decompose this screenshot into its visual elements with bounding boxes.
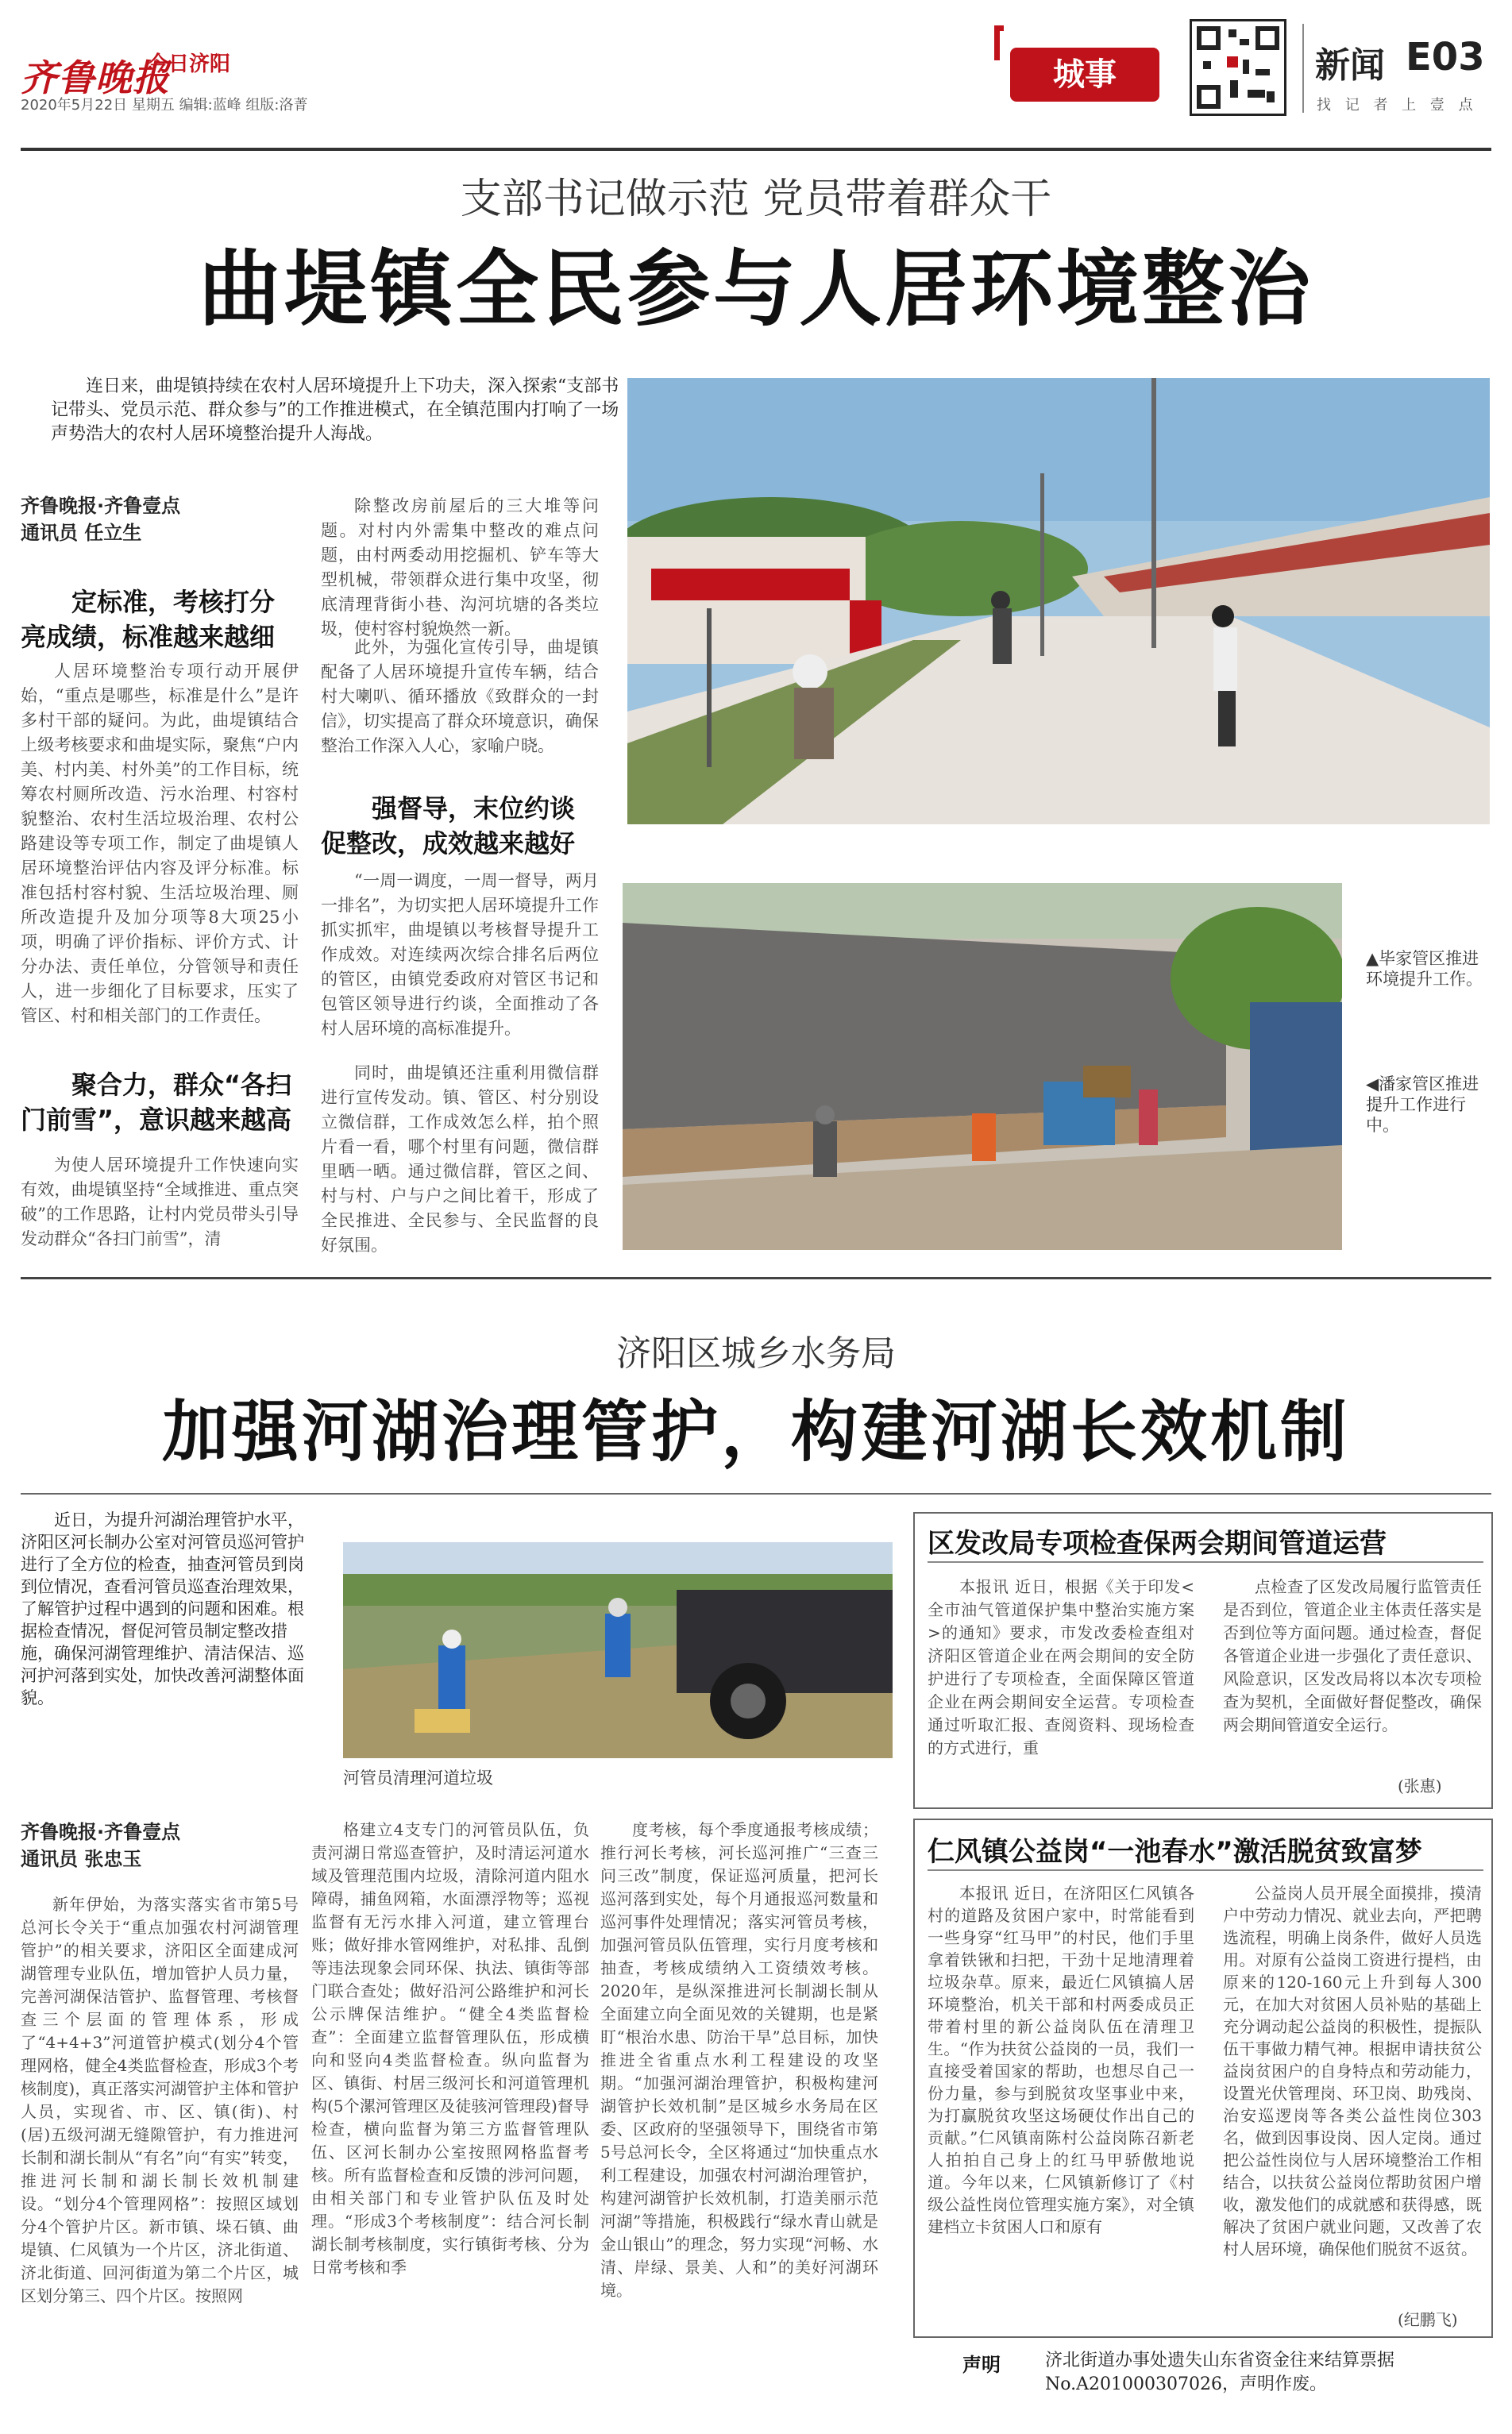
news-label: 新闻 [1315,45,1385,86]
story1-col2-p2: 此外，为强化宣传引导，曲堤镇配备了人居环境提升宣传车辆，结合村大喇叭、循环播放《致群众的一封信》，切实提高了群众环境意识，确保整治工作深入人心，家喻户晓。 [321,638,599,755]
story1-col1-p1: 人居环境整治专项行动开展伊始，“重点是哪些，标准是什么”是许多村干部的疑问。为此，曲堤镇结合上级考核要求和曲堤实际，聚焦“户内美、村内美、村外美”的工作目标，统筹农村厕所改造、污水治理、村容村貌整治、农村生活垃圾治理、农村公路建设等专项工作，制定了曲堤镇人居环境整治评估内容及评分标准。标准包括村容村貌、生活垃圾治理、厕所改造提升及加分项等8大项25小项，明确了评价指标、评价方式、计分办法、责任单位，分管领导和责任人，进一步细化了目标要求，压实了管区、村和相关部门的工作责任。 [21,662,299,1025]
story1-photo-wall [623,883,1342,1250]
story1-col2-p1: 除整改房前屋后的三大堆等问题。对村内外需集中整改的难点问题，由村两委动用挖掘机、铲车等大型机械，带领群众进行集中攻坚，彻底清理背街小巷、沟河坑塘的各类垃圾，使村容村貌焕然一新。 [321,496,599,638]
masthead-rule [21,148,1491,151]
box1-col1: 本报讯 近日，根据《关于印发<全市油气管道保护集中整治实施方案>的通知》要求，市发改委检查组对济阳区管道企业在两会期间的安全防护进行了专项检查，全面保障区管道企业在两会期间安全运营。专项检查通过听取汇报、查阅资料、现场检查的方式进行，重 [928,1577,1194,1757]
story1-caption-1: ▲毕家管区推进环境提升工作。 [1366,949,1483,989]
story1-photo-village-road [627,378,1490,824]
story2-col3: 度考核，每个季度通报考核成绩；推行河长考核，河长巡河推广“三查三问三改”制度，保证巡河质量，把河长巡河落到实处，每个月通报巡河数量和巡河事件处理情况；落实河管员考核，加强河管员队伍管理，实行月度考核和抽查，考核成绩纳入工资绩效考核。2020年，是纵深推进河长制湖长制从全面建立向全面见效的关键期，也是紧盯“根治水患、防治干旱”总目标，加快推进全省重点水利工程建设的攻坚期。“加强河湖治理管护，积极构建河湖管护长效机制”是区城乡水务局在区委、区政府的坚强领导下，围绕省市第5号总河长令，全区将通过“加快重点水利工程建设，加强农村河湖治理管护，构建河湖管护长效机制，打造美丽示范河湖”等措施，积极践行“绿水青山就是金山银山”的理念，努力实现“河畅、水清、岸绿、景美、人和”的美好河湖环境。 [600,1820,878,2300]
box2-author: (纪鹏飞) [1398,2310,1458,2329]
story2-col1: 新年伊始，为落实落实省市第5号总河长令关于“重点加强农村河湖管理管护”的相关要求，济阳区全面建成河湖管理专业队伍，增加管护人员力量，完善河湖保洁管护、监督管理、考核督查三个层面的管理体系，形成了“4+4+3”河道管护模式(划分4个管理网格，健全4类监督检查，形成3个考核制度)，真正落实河湖管护主体和管护人员，实现省、市、区、镇(街)、村(居)五级河湖无缝隙管护，有力推进河长制和湖长制从“有名”向“有实”转变，推进河长制和湖长制长效机制建设。“划分4个管理网格”：按照区域划分4个管护片区。新市镇、垛石镇、曲堤镇、仁风镇为一个片区，济北街道、济北街道、回河街道为第二个片区，城区划分第三、四个片区。按照网 [21,1895,299,2305]
story1-kicker: 支部书记做示范 党员带着群众干 [460,176,1052,223]
story2-rule [21,1493,1491,1495]
story1-subhead-3: 强督导，末位约谈促整改，成效越来越好 [321,793,576,858]
section-tag: 城事 [1010,48,1159,102]
story1-byline-paper: 齐鲁晚报·齐鲁壹点 [21,495,181,517]
story2-photo-caption: 河管员清理河道垃圾 [343,1769,493,1788]
tag-bracket-decoration [994,25,1004,60]
story1-col2-p4: 同时，曲堤镇还注重利用微信群进行宣传发动。镇、管区、村分别设立微信群，工作成效怎么样，拍个照片看一看，哪个村里有问题，微信群里晒一晒。通过微信群，管区之间、村与村、户与户之间比着干，形成了全民推进、全民参与、全民监督的良好氛围。 [321,1063,599,1255]
box2-col2: 公益岗人员开展全面摸排，摸清户中劳动力情况、就业去向，严把聘选流程，明确上岗条件，做好人员选用。对原有公益岗工资进行提档，由原来的120-160元上升到每人300元，在加大对贫困人员补贴的基础上充分调动起公益岗的积极性，提振队伍干事做力精气神。根据申请扶贫公益岗贫困户的自身特点和劳动能力，设置光伏管理岗、环卫岗、助残岗、治安巡逻岗等各类公益性岗位303名，做到因事设岗、因人定岗。通过把公益性岗位与人居环境整治工作相结合，以扶贫公益岗位帮助贫困户增收，激发他们的成就感和获得感，既解决了贫困户就业问题，又改善了农村人居环境，确保他们脱贫不返贫。 [1223,1884,1482,2258]
story1-byline-reporter: 通讯员 任立生 [21,522,142,544]
story1-subhead-2: 聚合力，群众“各扫门前雪”，意识越来越高 [21,1070,292,1135]
box1-col2: 点检查了区发改局履行监管责任是否到位，管道企业主体责任落实是否到位等方面问题。通过检查，督促各管道企业进一步强化了责任意识、风险意识，区发改局将以本次专项检查为契机，全面做好督促整改，确保两会期间管道安全运行。 [1223,1577,1482,1734]
box1-rule [928,1561,1483,1563]
header-divider [1302,24,1304,113]
notice-text: 济北街道办事处遗失山东省资金往来结算票据No.A201000307026，声明作废。 [1045,2351,1395,2394]
section-divider [21,1277,1491,1279]
box1-title: 区发改局专项检查保两会期间管道运营 [928,1528,1387,1560]
story1-col2-p3: “一周一调度，一周一督导，两月一排名”，为切实把人居环境提升工作抓实抓牢，曲堤镇以考核督导提升工作成效。对连续两次综合排名后两位的管区，由镇党委政府对管区书记和包管区领导进行约谈，全面推动了各村人居环境的高标准提升。 [321,871,599,1038]
page-number: E03 [1406,35,1485,79]
story2-headline: 加强河湖治理管护，构建河湖长效机制 [161,1393,1350,1471]
paper-name-logo: 齐鲁晚报 [21,56,170,99]
story1-lead: 连日来，曲堤镇持续在农村人居环境提升上下功夫，深入探索“支部书记带头、党员示范、群众参与”的工作推进模式，在全镇范围内打响了一场声势浩大的农村人居环境整治提升人海战。 [51,376,619,444]
story1-caption-2: ◀潘家管区推进提升工作进行中。 [1366,1074,1479,1135]
box2-title: 仁风镇公益岗“一池春水”激活脱贫致富梦 [928,1836,1422,1868]
story2-col2: 格建立4支专门的河管员队伍，负责河湖日常巡查管护，及时清运河道水域及管理范围内垃圾，清除河道内阻水障碍，捕鱼网箱，水面漂浮物等；巡视监督有无污水排入河道，建立管理台账；做好排水管网维护，对私排、乱倒等违法现象会同环保、执法、镇街等部门联合查处；做好沿河公路维护和河长公示牌保洁维护。“健全4类监督检查”：全面建立监督管理队伍，形成横向和竖向4类监督检查。纵向监督为区、镇街、村居三级河长和河道管理机构(5个漯河管理区及徒骇河管理段)督导检查，横向监督为第三方监督管理队伍、区河长制办公室按照网格监督考核。所有监督检查和反馈的涉河问题，由相关部门和专业管护队伍及时处理。“形成3个考核制度”：结合河长制湖长制考核制度，实行镇街考核、分为日常考核和季 [311,1820,589,2277]
story1-col1-p2: 为使人居环境提升工作快速向实有效，曲堤镇坚持“全域推进、重点突破”的工作思路，让村内党员带头引导发动群众“各扫门前雪”，清 [21,1155,299,1248]
section-name: 今日济阳 [148,52,231,76]
story2-byline-reporter: 通讯员 张忠玉 [21,1848,142,1870]
qr-code-icon [1190,19,1286,116]
box2-rule [928,1869,1483,1871]
notice-label: 声明 [962,2354,1001,2376]
story2-photo-river [343,1542,893,1758]
story2-lead: 近日，为提升河湖治理管护水平，济阳区河长制办公室对河管员巡河管护进行了全方位的检查，抽查河管员到岗到位情况，查看河管员巡查治理效果，了解管护过程中遇到的问题和困难。根据检查情况，督促河管员制定整改措施，确保河湖管理维护、清洁保洁、巡河护河落到实处，加快改善河湖整体面貌。 [21,1510,304,1707]
story2-byline-paper: 齐鲁晚报·齐鲁壹点 [21,1821,181,1843]
box1-author: (张惠) [1398,1776,1442,1796]
box2-col1: 本报讯 近日，在济阳区仁风镇各村的道路及贫困户家中，时常能看到一些身穿“红马甲”的村民，他们手里拿着铁锹和扫把，干劲十足地清理着垃圾杂草。原来，最近仁风镇搞人居环境整治，机关干部和村两委成员正带着村里的新公益岗队伍在清理卫生。“作为扶贫公益岗的一员，我们一直接受着国家的帮助，也想尽自己一份力量，参与到脱贫攻坚事业中来，为打赢脱贫攻坚这场硬仗作出自己的贡献。”仁风镇南陈村公益岗陈召新老人拍拍自己身上的红马甲骄傲地说道。今年以来，仁风镇新修订了《村级公益性岗位管理实施方案》，对全镇建档立卡贫困人口和原有 [928,1884,1194,2236]
story1-headline: 曲堤镇全民参与人居环境整治 [198,241,1313,338]
story1-subhead-1: 定标准，考核打分亮成绩，标准越来越细 [21,587,276,652]
issue-meta: 2020年5月22日 星期五 编辑:蓝峰 组版:洛菁 [21,97,308,114]
story2-kicker: 济阳区城乡水务局 [616,1333,896,1374]
reporter-line: 找 记 者 上 壹 点 [1317,97,1478,114]
